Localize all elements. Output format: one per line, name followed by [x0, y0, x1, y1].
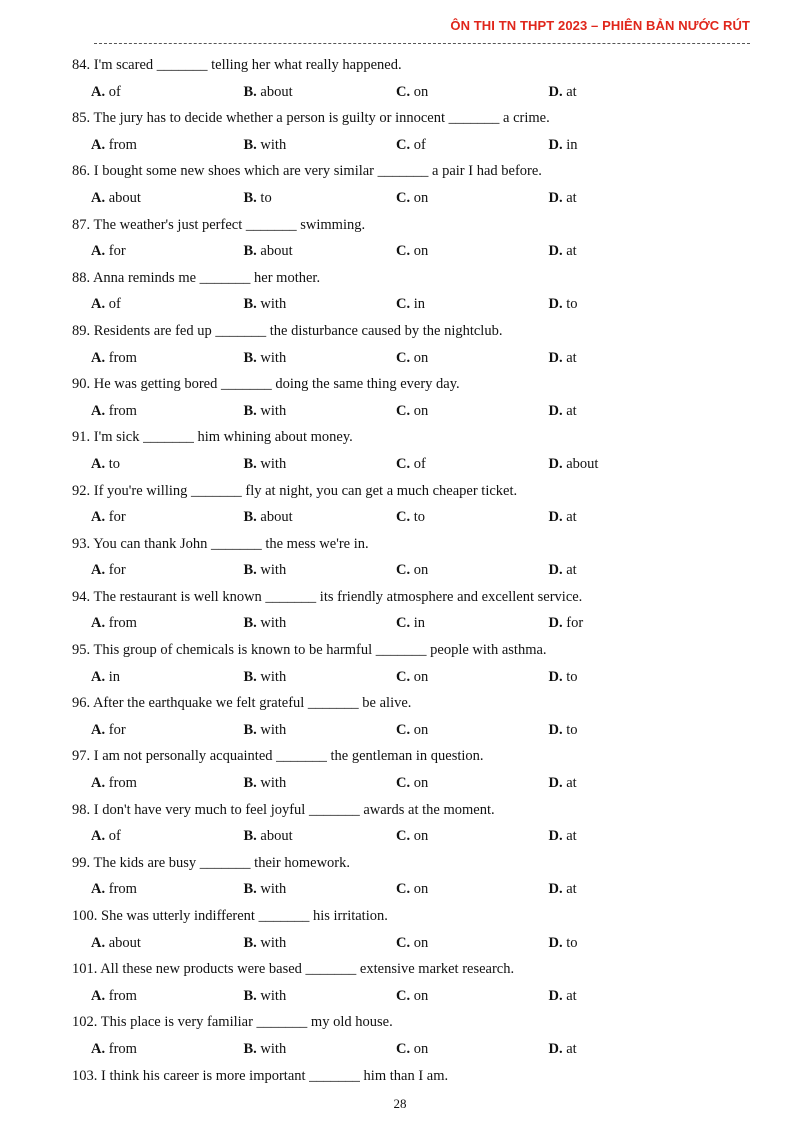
- option-text: at: [566, 349, 577, 366]
- option-letter: B.: [243, 455, 257, 472]
- question-item: [72, 533, 752, 586]
- option-text: with: [260, 455, 287, 472]
- option-text: about: [108, 934, 141, 951]
- option-letter: D.: [548, 296, 563, 313]
- option-letter: D.: [548, 828, 563, 845]
- option-text: in: [108, 668, 121, 685]
- question-item: [72, 852, 752, 905]
- question-item: [72, 905, 752, 958]
- answer-option: [549, 453, 702, 480]
- option-text: about: [260, 509, 293, 526]
- answer-option: [549, 932, 702, 959]
- option-letter: D.: [548, 775, 563, 792]
- option-letter: D.: [548, 83, 563, 100]
- option-text: with: [260, 721, 287, 738]
- answer-options: [72, 612, 752, 639]
- answer-option: [549, 666, 702, 693]
- option-text: at: [566, 402, 577, 419]
- option-letter: B.: [243, 775, 257, 792]
- option-text: with: [260, 987, 287, 1004]
- answer-option: [244, 293, 397, 320]
- answer-option: [549, 293, 702, 320]
- option-letter: A.: [91, 934, 106, 951]
- option-text: at: [566, 828, 577, 845]
- option-letter: C.: [396, 562, 411, 579]
- option-letter: B.: [243, 881, 257, 898]
- option-text: to: [260, 189, 272, 206]
- option-text: in: [566, 136, 578, 153]
- option-letter: B.: [243, 136, 257, 153]
- option-text: on: [413, 243, 429, 260]
- option-text: with: [260, 349, 287, 366]
- option-letter: B.: [243, 828, 257, 845]
- option-text: of: [108, 296, 121, 313]
- answer-option: [396, 293, 549, 320]
- option-text: about: [108, 189, 141, 206]
- option-text: at: [566, 987, 577, 1004]
- option-letter: A.: [91, 987, 106, 1004]
- answer-option: [91, 240, 244, 267]
- option-text: with: [260, 881, 287, 898]
- answer-option: [91, 612, 244, 639]
- option-letter: C.: [396, 668, 411, 685]
- option-letter: A.: [91, 775, 106, 792]
- option-letter: B.: [243, 349, 257, 366]
- option-letter: C.: [396, 83, 411, 100]
- answer-option: [396, 932, 549, 959]
- answer-option: [91, 985, 244, 1012]
- answer-options: [72, 400, 752, 427]
- question-stem: 103. I think his career is more important _______ him than I am.: [72, 1067, 449, 1084]
- question-item: [72, 958, 752, 1011]
- option-letter: A.: [91, 136, 106, 153]
- option-letter: A.: [91, 296, 106, 313]
- question-stem: 85. The jury has to decide whether a person is guilty or innocent _______ a crime.: [72, 110, 550, 127]
- answer-options: [72, 453, 752, 480]
- answer-option: [549, 772, 702, 799]
- option-text: for: [108, 243, 126, 260]
- option-letter: B.: [243, 615, 257, 632]
- option-text: with: [260, 296, 287, 313]
- answer-option: [549, 187, 702, 214]
- answer-options: [72, 506, 752, 533]
- option-letter: A.: [91, 721, 106, 738]
- question-item: [72, 373, 752, 426]
- answer-options: [72, 878, 752, 905]
- answer-option: [396, 666, 549, 693]
- option-letter: A.: [91, 562, 106, 579]
- answer-option: [549, 612, 702, 639]
- option-text: from: [108, 349, 137, 366]
- answer-option: [396, 559, 549, 586]
- option-text: for: [108, 721, 126, 738]
- answer-options: [72, 985, 752, 1012]
- question-item: [72, 692, 752, 745]
- option-letter: D.: [548, 349, 563, 366]
- option-letter: C.: [396, 934, 411, 951]
- option-text: on: [413, 934, 429, 951]
- answer-option: [244, 1038, 397, 1065]
- answer-option: [244, 81, 397, 108]
- answer-option: [396, 240, 549, 267]
- option-letter: D.: [548, 615, 563, 632]
- question-item: [72, 1011, 752, 1064]
- question-stem: 97. I am not personally acquainted _______ the gentleman in question.: [72, 748, 484, 765]
- option-text: about: [260, 83, 293, 100]
- answer-option: [396, 400, 549, 427]
- answer-option: [244, 240, 397, 267]
- question-stem: 90. He was getting bored _______ doing the same thing every day.: [72, 376, 460, 393]
- answer-options: [72, 134, 752, 161]
- option-letter: C.: [396, 721, 411, 738]
- option-text: about: [260, 243, 293, 260]
- option-text: with: [260, 775, 287, 792]
- option-letter: B.: [243, 987, 257, 1004]
- option-text: with: [260, 562, 287, 579]
- answer-option: [396, 825, 549, 852]
- option-text: for: [566, 615, 584, 632]
- question-item: [72, 799, 752, 852]
- answer-option: [244, 772, 397, 799]
- option-text: to: [566, 934, 578, 951]
- answer-option: [396, 1038, 549, 1065]
- answer-option: [549, 506, 702, 533]
- option-text: on: [413, 189, 429, 206]
- option-letter: C.: [396, 296, 411, 313]
- option-letter: D.: [548, 509, 563, 526]
- answer-option: [396, 612, 549, 639]
- option-letter: A.: [91, 243, 106, 260]
- question-stem: 102. This place is very familiar _______ my old house.: [72, 1014, 393, 1031]
- answer-option: [549, 134, 702, 161]
- question-item: [72, 586, 752, 639]
- option-letter: D.: [548, 934, 563, 951]
- option-letter: C.: [396, 243, 411, 260]
- option-text: on: [413, 402, 429, 419]
- answer-option: [91, 666, 244, 693]
- question-item: [72, 745, 752, 798]
- question-item: [72, 267, 752, 320]
- option-letter: A.: [91, 189, 106, 206]
- option-text: from: [108, 987, 137, 1004]
- answer-option: [244, 453, 397, 480]
- question-stem: 100. She was utterly indifferent _______ his irritation.: [72, 908, 388, 924]
- option-text: on: [413, 881, 429, 898]
- option-letter: C.: [396, 987, 411, 1004]
- question-item: [72, 480, 752, 533]
- option-letter: D.: [548, 987, 563, 1004]
- option-text: of: [413, 455, 426, 472]
- answer-option: [244, 134, 397, 161]
- option-text: about: [260, 828, 293, 845]
- answer-option: [244, 878, 397, 905]
- option-text: with: [260, 136, 287, 153]
- answer-option: [549, 878, 702, 905]
- option-letter: B.: [243, 402, 257, 419]
- answer-options: [72, 719, 752, 746]
- option-letter: B.: [243, 83, 257, 100]
- answer-option: [396, 187, 549, 214]
- option-letter: B.: [243, 296, 257, 313]
- option-letter: B.: [243, 934, 257, 951]
- option-text: on: [413, 775, 429, 792]
- option-text: with: [260, 402, 287, 419]
- option-text: on: [413, 828, 429, 845]
- answer-option: [91, 1038, 244, 1065]
- answer-option: [396, 985, 549, 1012]
- answer-option: [396, 506, 549, 533]
- answer-option: [549, 825, 702, 852]
- answer-option: [244, 932, 397, 959]
- option-letter: A.: [91, 881, 106, 898]
- option-text: to: [566, 296, 578, 313]
- option-letter: A.: [91, 1040, 106, 1057]
- question-stem: 98. I don't have very much to feel joyful _______ awards at the moment.: [72, 801, 495, 818]
- page-number: 28: [393, 1096, 407, 1111]
- question-stem: 101. All these new products were based _______ extensive market research.: [72, 961, 515, 978]
- question-item: [72, 214, 752, 267]
- option-letter: D.: [548, 881, 563, 898]
- question-stem: 92. If you're willing _______ fly at night, you can get a much cheaper ticket.: [72, 482, 518, 499]
- answer-option: [396, 134, 549, 161]
- option-text: from: [108, 136, 137, 153]
- question-stem: 93. You can thank John _______ the mess we're in.: [72, 535, 369, 552]
- question-stem: 86. I bought some new shoes which are very similar _______ a pair I had before.: [72, 163, 542, 180]
- answer-option: [91, 187, 244, 214]
- option-text: to: [566, 721, 578, 738]
- option-letter: B.: [243, 668, 257, 685]
- option-text: with: [260, 934, 287, 951]
- answer-option: [549, 240, 702, 267]
- option-letter: B.: [243, 243, 257, 260]
- header-title: ÔN THI TN THPT 2023 – PHIÊN BẢN NƯỚC RÚT: [450, 18, 750, 33]
- answer-option: [91, 293, 244, 320]
- option-text: to: [413, 509, 426, 526]
- option-letter: B.: [243, 721, 257, 738]
- answer-option: [91, 772, 244, 799]
- answer-option: [244, 506, 397, 533]
- option-text: at: [566, 881, 577, 898]
- answer-options: [72, 293, 752, 320]
- answer-option: [549, 1038, 702, 1065]
- question-stem: 87. The weather's just perfect _______ swimming.: [72, 216, 366, 233]
- question-stem: 96. After the earthquake we felt grateful _______ be alive.: [72, 695, 412, 712]
- option-text: about: [566, 455, 599, 472]
- option-text: in: [413, 615, 426, 632]
- question-item: [72, 54, 752, 107]
- answer-options: [72, 772, 752, 799]
- answer-option: [91, 506, 244, 533]
- answer-option: [396, 347, 549, 374]
- option-letter: D.: [548, 721, 563, 738]
- answer-option: [244, 612, 397, 639]
- option-letter: C.: [396, 615, 411, 632]
- question-item: [72, 160, 752, 213]
- answer-option: [244, 347, 397, 374]
- option-text: of: [413, 136, 426, 153]
- option-letter: D.: [548, 136, 563, 153]
- option-text: on: [413, 349, 429, 366]
- option-letter: A.: [91, 402, 106, 419]
- answer-option: [549, 81, 702, 108]
- question-item: [72, 320, 752, 373]
- answer-option: [244, 719, 397, 746]
- answer-option: [91, 932, 244, 959]
- question-stem: 89. Residents are fed up _______ the disturbance caused by the nightclub.: [72, 322, 503, 339]
- option-text: in: [413, 296, 426, 313]
- answer-option: [396, 453, 549, 480]
- answer-option: [91, 878, 244, 905]
- option-letter: C.: [396, 828, 411, 845]
- option-text: of: [108, 83, 121, 100]
- option-letter: A.: [91, 615, 106, 632]
- answer-option: [396, 772, 549, 799]
- answer-option: [91, 825, 244, 852]
- option-letter: C.: [396, 509, 411, 526]
- question-item: [72, 639, 752, 692]
- answer-option: [91, 719, 244, 746]
- answer-options: [72, 666, 752, 693]
- option-text: on: [413, 83, 429, 100]
- answer-options: [72, 1038, 752, 1065]
- option-text: at: [566, 509, 577, 526]
- option-letter: C.: [396, 775, 411, 792]
- option-letter: A.: [91, 509, 106, 526]
- answer-option: [244, 559, 397, 586]
- option-text: to: [108, 455, 121, 472]
- answer-options: [72, 187, 752, 214]
- option-letter: C.: [396, 189, 411, 206]
- answer-option: [396, 878, 549, 905]
- answer-option: [91, 81, 244, 108]
- option-letter: C.: [396, 455, 411, 472]
- answer-option: [244, 666, 397, 693]
- question-stem: 95. This group of chemicals is known to be harmful _______ people with asthma.: [72, 642, 547, 659]
- option-letter: D.: [548, 402, 563, 419]
- answer-option: [91, 134, 244, 161]
- option-text: from: [108, 881, 137, 898]
- answer-option: [396, 719, 549, 746]
- header-divider: [94, 43, 750, 44]
- option-text: for: [108, 562, 126, 579]
- answer-options: [72, 81, 752, 108]
- question-item: [72, 426, 752, 479]
- option-text: on: [413, 1040, 429, 1057]
- option-text: at: [566, 243, 577, 260]
- option-letter: A.: [91, 668, 106, 685]
- option-text: from: [108, 1040, 137, 1057]
- option-letter: A.: [91, 349, 106, 366]
- option-text: with: [260, 668, 287, 685]
- question-list: [72, 54, 752, 1118]
- question-stem: 99. The kids are busy _______ their homework.: [72, 854, 351, 871]
- answer-option: [244, 187, 397, 214]
- answer-option: [91, 559, 244, 586]
- option-letter: B.: [243, 562, 257, 579]
- option-text: to: [566, 668, 578, 685]
- option-text: of: [108, 828, 121, 845]
- answer-options: [72, 347, 752, 374]
- answer-option: [549, 985, 702, 1012]
- option-letter: A.: [91, 455, 106, 472]
- option-letter: B.: [243, 1040, 257, 1057]
- option-letter: B.: [243, 509, 257, 526]
- option-letter: C.: [396, 349, 411, 366]
- option-text: for: [108, 509, 126, 526]
- option-text: from: [108, 402, 137, 419]
- option-text: on: [413, 668, 429, 685]
- question-stem: 91. I'm sick _______ him whining about money.: [72, 429, 353, 446]
- answer-option: [244, 400, 397, 427]
- answer-option: [549, 347, 702, 374]
- answer-option: [396, 81, 549, 108]
- option-letter: D.: [548, 189, 563, 206]
- answer-option: [549, 719, 702, 746]
- option-text: on: [413, 987, 429, 1004]
- option-text: from: [108, 615, 137, 632]
- answer-option: [91, 347, 244, 374]
- option-letter: D.: [548, 668, 563, 685]
- option-text: at: [566, 1040, 577, 1057]
- question-stem: 94. The restaurant is well known _______ its friendly atmosphere and excellent service.: [72, 588, 583, 605]
- answer-option: [244, 825, 397, 852]
- question-stem: 84. I'm scared _______ telling her what really happened.: [72, 57, 402, 73]
- option-text: with: [260, 615, 287, 632]
- answer-option: [91, 453, 244, 480]
- answer-options: [72, 240, 752, 267]
- option-letter: B.: [243, 189, 257, 206]
- option-text: on: [413, 562, 429, 579]
- answer-options: [72, 932, 752, 959]
- option-text: with: [260, 1040, 287, 1057]
- option-letter: D.: [548, 562, 563, 579]
- option-text: on: [413, 721, 429, 738]
- option-text: from: [108, 775, 137, 792]
- answer-options: [72, 825, 752, 852]
- question-item: [72, 107, 752, 160]
- answer-option: [91, 400, 244, 427]
- option-letter: C.: [396, 881, 411, 898]
- option-letter: C.: [396, 136, 411, 153]
- answer-option: [549, 559, 702, 586]
- option-letter: D.: [548, 455, 563, 472]
- option-text: at: [566, 562, 577, 579]
- option-letter: D.: [548, 243, 563, 260]
- answer-option: [549, 400, 702, 427]
- option-letter: D.: [548, 1040, 563, 1057]
- option-text: at: [566, 775, 577, 792]
- option-letter: A.: [91, 828, 106, 845]
- question-stem: 88. Anna reminds me _______ her mother.: [72, 269, 321, 286]
- option-letter: C.: [396, 402, 411, 419]
- answer-option: [244, 985, 397, 1012]
- option-letter: A.: [91, 83, 106, 100]
- answer-options: [72, 559, 752, 586]
- option-text: at: [566, 189, 577, 206]
- option-letter: C.: [396, 1040, 411, 1057]
- option-text: at: [566, 83, 577, 100]
